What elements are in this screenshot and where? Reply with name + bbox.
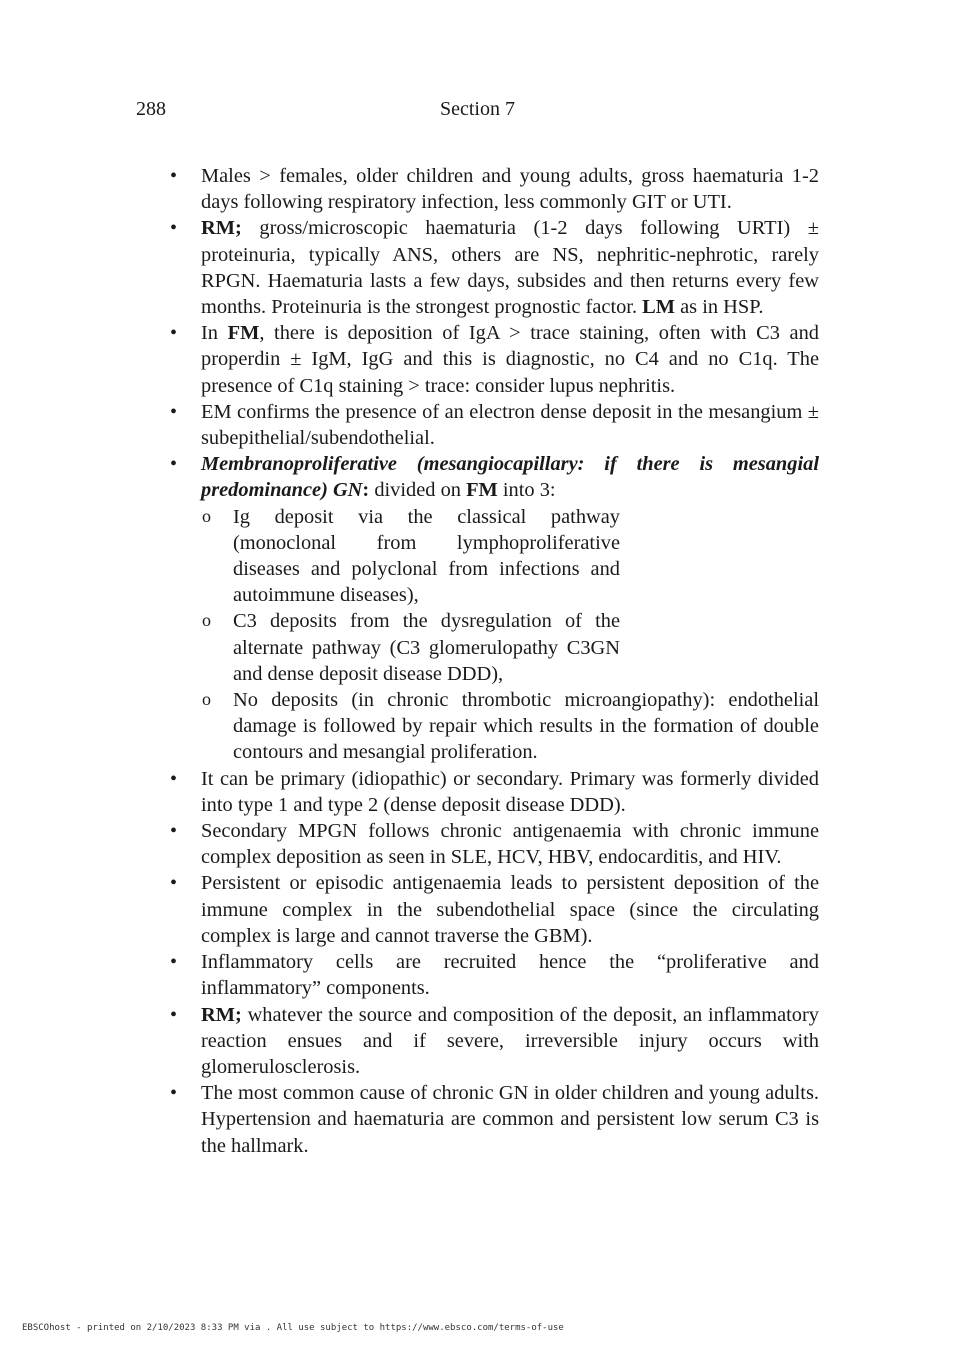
label-fm: FM (466, 479, 498, 502)
bullet-item (201, 818, 819, 870)
bullet-text: It can be primary (idiopathic) or secondary. Primary was formerly divided into type 1 and type 2 (dense deposit disease DDD). (201, 767, 819, 816)
bullet-item (201, 766, 819, 818)
label-fm: FM (227, 322, 260, 345)
bullet-item (201, 949, 819, 1001)
bullet-text: whatever the source and composition of the deposit, an inflammatory reaction ensues and if severe, irreversible injury occurs with glomerulosclerosis. (201, 1003, 819, 1078)
bullet-item (201, 1080, 819, 1159)
bullet-item (201, 163, 819, 215)
footer-notice: EBSCOhost - printed on 2/10/2023 8:33 PM via . All use subject to https://www.ebsco.com/terms-of-use (22, 1323, 564, 1333)
section-heading: Section 7 (440, 98, 515, 120)
bullet-text: In (201, 322, 228, 345)
bullet-text: EM confirms the presence of an electron dense deposit in the mesangium ± subepithelial/subendothelial. (201, 400, 819, 450)
bullet-item (201, 215, 819, 320)
bullet-item (201, 320, 819, 399)
term-mpgn: Membranoproliferative (mesangiocapillary: if there is mesangial predominance) GN (201, 453, 819, 502)
page-body (201, 163, 819, 1159)
bullet-text: divided on (369, 479, 467, 502)
bullet-item (201, 870, 819, 949)
bullet-text: into 3: (497, 479, 556, 502)
label-rm: RM; (201, 1003, 242, 1026)
sub-bullet-item: o No deposits (in chronic thrombotic microangiopathy): endothelial damage is followed by repair which results in the formation of double contours and mesangial proliferation. (201, 687, 819, 766)
label-rm: RM; (201, 217, 242, 240)
label-lm: LM (642, 296, 676, 319)
bullet-text: The most common cause of chronic GN in older children and young adults. Hypertension and haematuria are common and persistent low serum C3 is the hallmark. (201, 1082, 819, 1157)
bullet-text: Persistent or episodic antigenaemia leads to persistent deposition of the immune complex in the subendothelial space (since the circulating complex is large and cannot traverse the GBM). (201, 872, 819, 947)
bullet-item (201, 399, 819, 451)
sub-bullet-item: o Ig deposit via the classical pathway (monoclonal from lymphoproliferative diseases and polyclonal from infections and autoimmune diseases), (201, 504, 620, 609)
sub-bullet-item: o C3 deposits from the dysregulation of the alternate pathway (C3 glomerulopathy C3GN and dense deposit disease DDD), (201, 608, 620, 687)
bullet-item (201, 451, 819, 503)
bullet-text: , there is deposition of IgA > trace staining, often with C3 and properdin ± IgM, IgG and this is diagnostic, no C4 and no C1q. The presence of C1q staining > trace: consider lupus nephritis. (201, 322, 819, 397)
bullet-text: Males > females, older children and young adults, gross haematuria 1-2 days following respiratory infection, less commonly GIT or UTI. (201, 165, 819, 214)
colon: : (362, 479, 370, 502)
bullet-item (201, 1002, 819, 1081)
bullet-text: as in HSP. (675, 296, 764, 319)
bullet-text: gross/microscopic haematuria (1-2 days following URTI) ± proteinuria, typically ANS, others are NS, nephritic-nephrotic, rarely RPGN. Haematuria lasts a few days, subsides and then returns every few months. Proteinuria is the strongest prognostic factor. (201, 217, 819, 319)
bullet-text: Inflammatory cells are recruited hence the “proliferative and inflammatory” components. (201, 951, 819, 1000)
page-number: 288 (136, 98, 166, 120)
bullet-text: Secondary MPGN follows chronic antigenaemia with chronic immune complex deposition as seen in SLE, HCV, HBV, endocarditis, and HIV. (201, 820, 819, 869)
